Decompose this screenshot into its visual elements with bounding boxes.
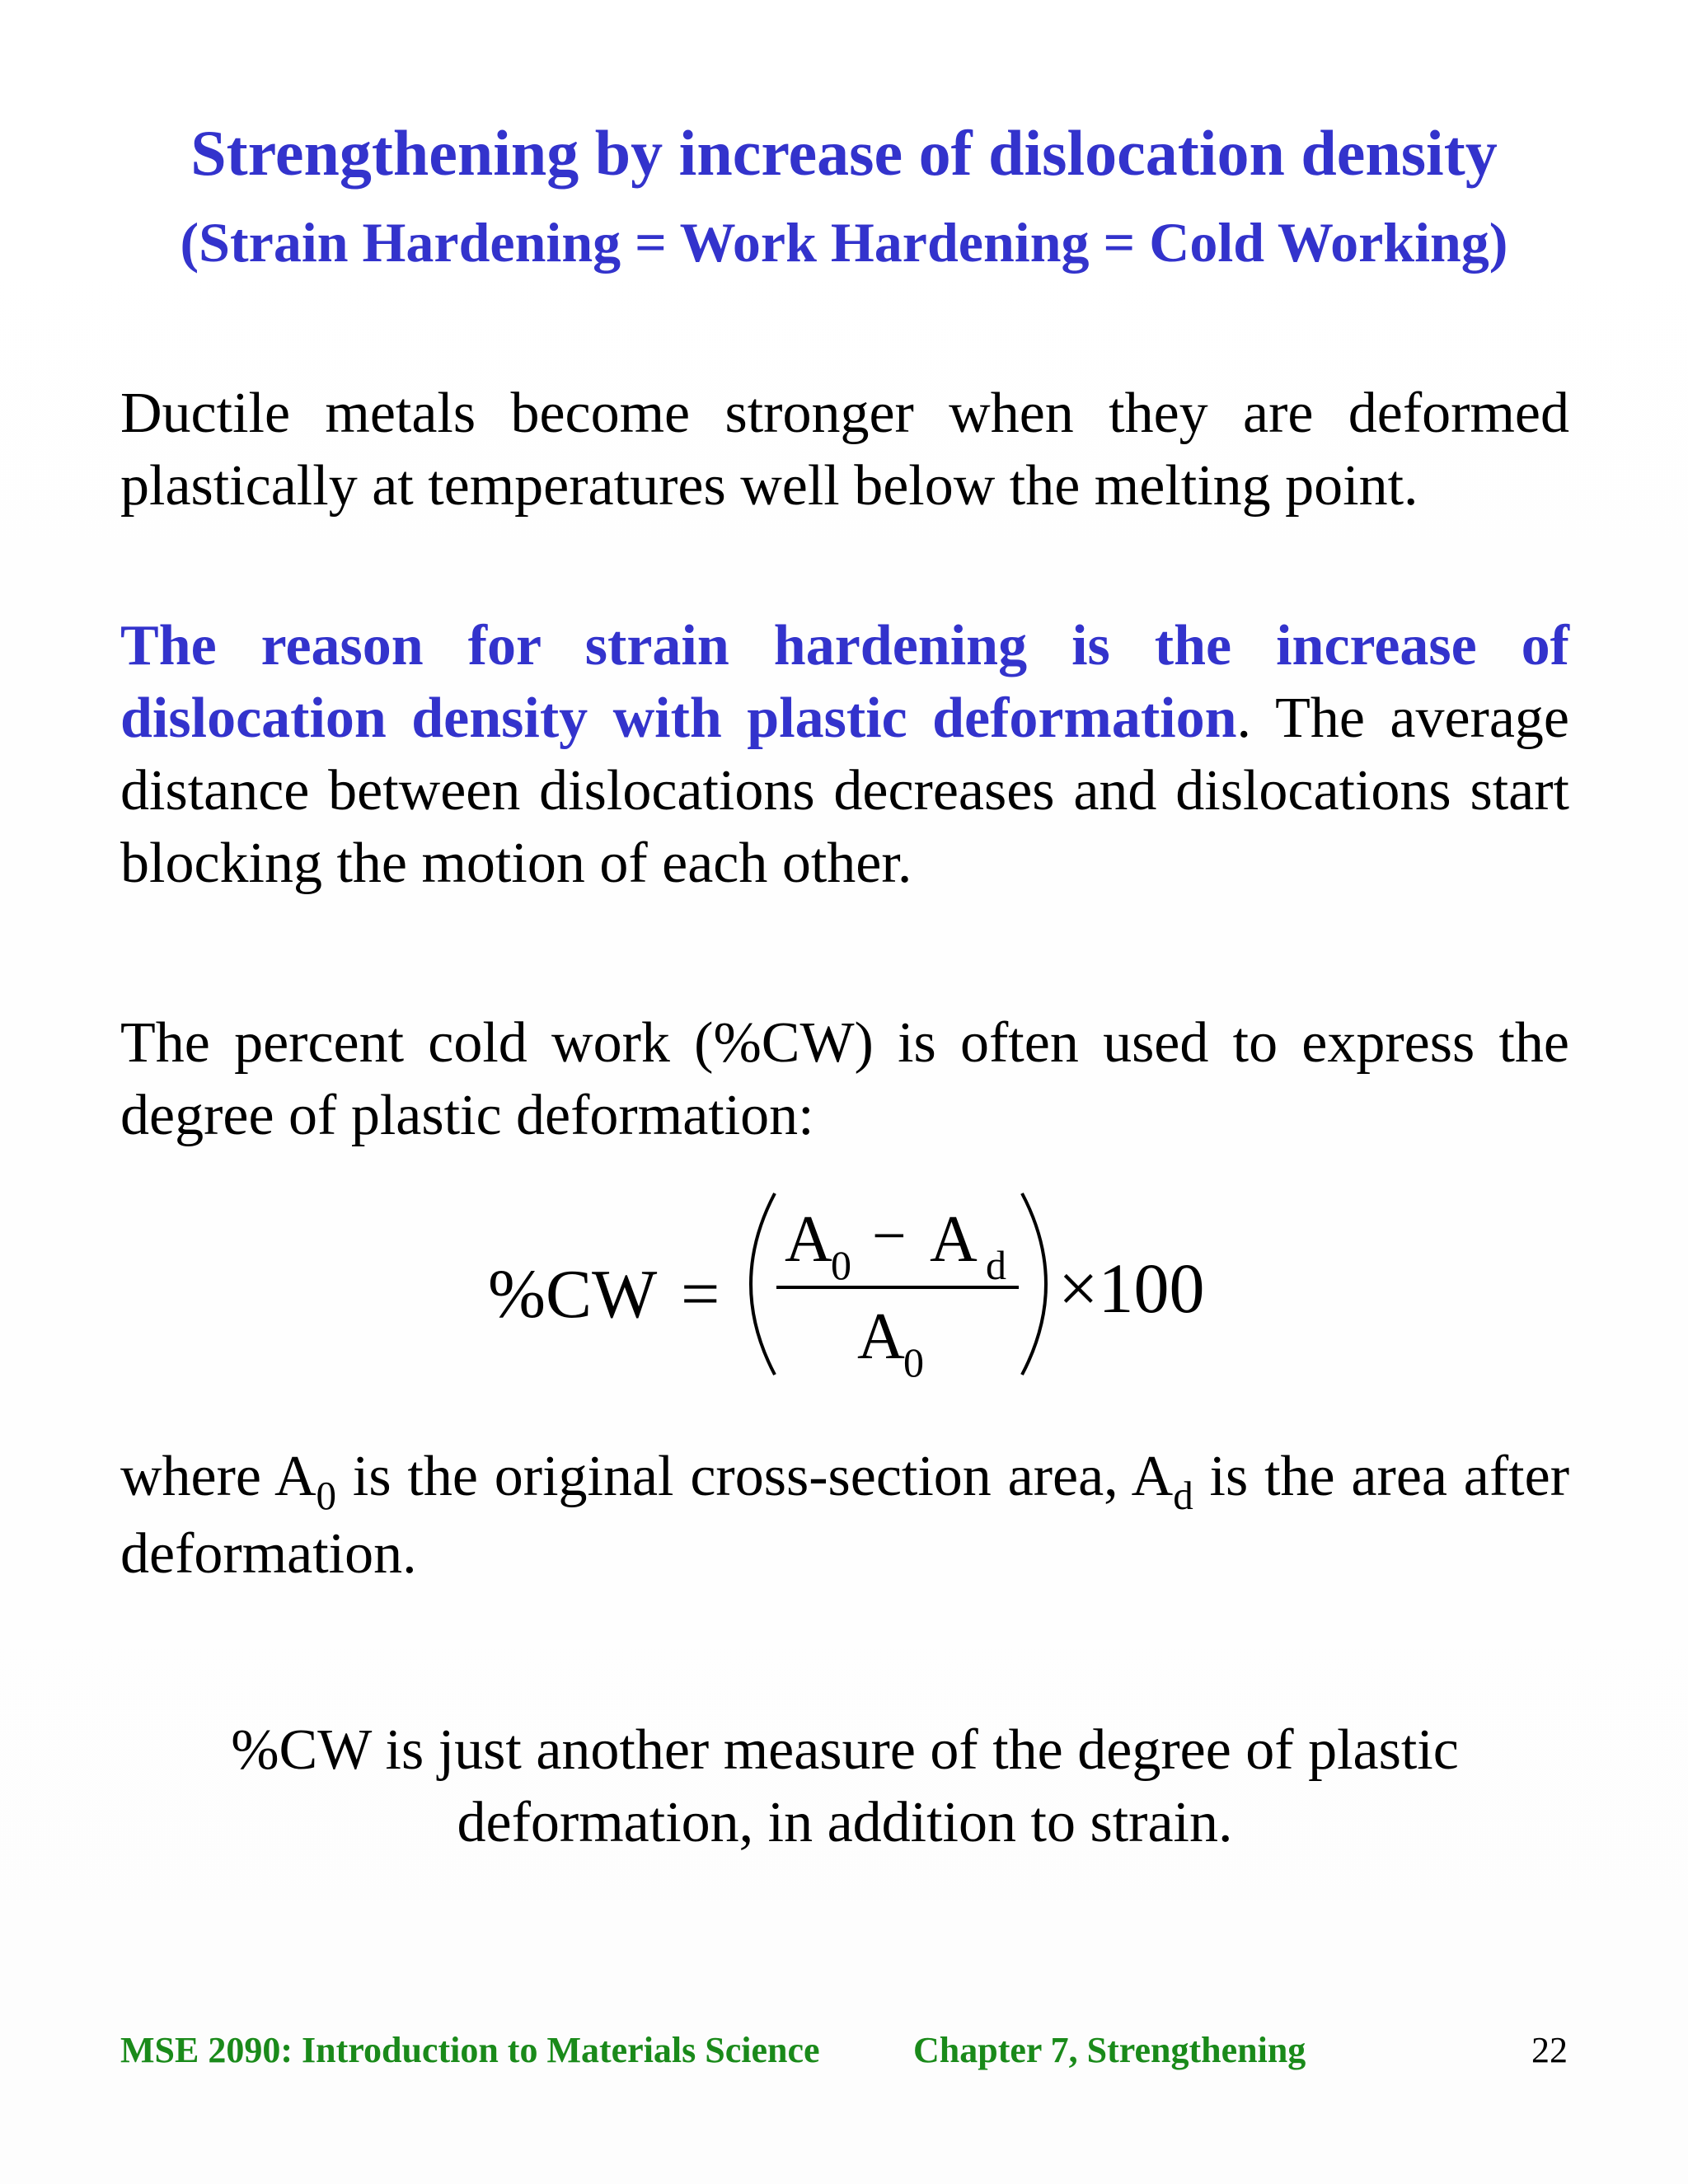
formula-multiplier: ×100	[1058, 1249, 1205, 1328]
formula-graphic	[0, 1170, 1688, 1418]
formula-numerator-b-sub: d	[986, 1242, 1006, 1288]
formula-left-paren	[751, 1193, 775, 1375]
title-line-sub: (Strain Hardening = Work Hardening = Cold Working)	[180, 211, 1508, 274]
where-sub-d: d	[1173, 1473, 1193, 1519]
paragraph-where-definitions	[120, 1441, 1569, 1591]
paragraph-strain-hardening-reason	[120, 610, 1569, 900]
cold-work-formula	[0, 1170, 1688, 1418]
formula-numerator-b: A	[930, 1203, 978, 1276]
formula-denominator: A	[857, 1301, 905, 1373]
footer-chapter: Chapter 7, Strengthening	[913, 2030, 1306, 2070]
title-line-main: Strengthening by increase of dislocation density	[190, 117, 1498, 189]
formula-numerator-a-sub: 0	[831, 1242, 851, 1288]
slide-title	[82, 115, 1606, 275]
formula-minus: −	[872, 1202, 907, 1270]
formula-denominator-sub: 0	[903, 1339, 924, 1385]
where-part2: is the original cross-section area, A	[336, 1445, 1174, 1508]
where-part1: where A	[120, 1445, 316, 1508]
paragraph-percent-cold-work: The percent cold work (%CW) is often used to express the degree of plastic deformation:	[120, 1011, 1569, 1147]
where-part3: is the area after deformation.	[120, 1445, 1570, 1586]
closing-statement: %CW is just another measure of the degree of plastic deformation, in addition to strain.	[231, 1718, 1459, 1854]
formula-lhs: %CW	[488, 1256, 658, 1333]
formula-equals: =	[681, 1256, 720, 1333]
page-number: 22	[1531, 2030, 1568, 2070]
paragraph-ductile-metals: Ductile metals become stronger when they are deformed plastically at temperatures well below the melting point.	[120, 382, 1569, 518]
where-sub-0: 0	[316, 1473, 337, 1519]
emphasis-reason: The reason for strain hardening is the increase of dislocation density with plastic deformation	[120, 614, 1569, 750]
paragraph-reason-rest: . The average distance between dislocations decreases and dislocations start blocking the motion of each other.	[120, 687, 1570, 895]
formula-numerator-a: A	[785, 1203, 832, 1276]
footer-course: MSE 2090: Introduction to Materials Science	[120, 2030, 820, 2070]
formula-right-paren	[1022, 1193, 1046, 1375]
